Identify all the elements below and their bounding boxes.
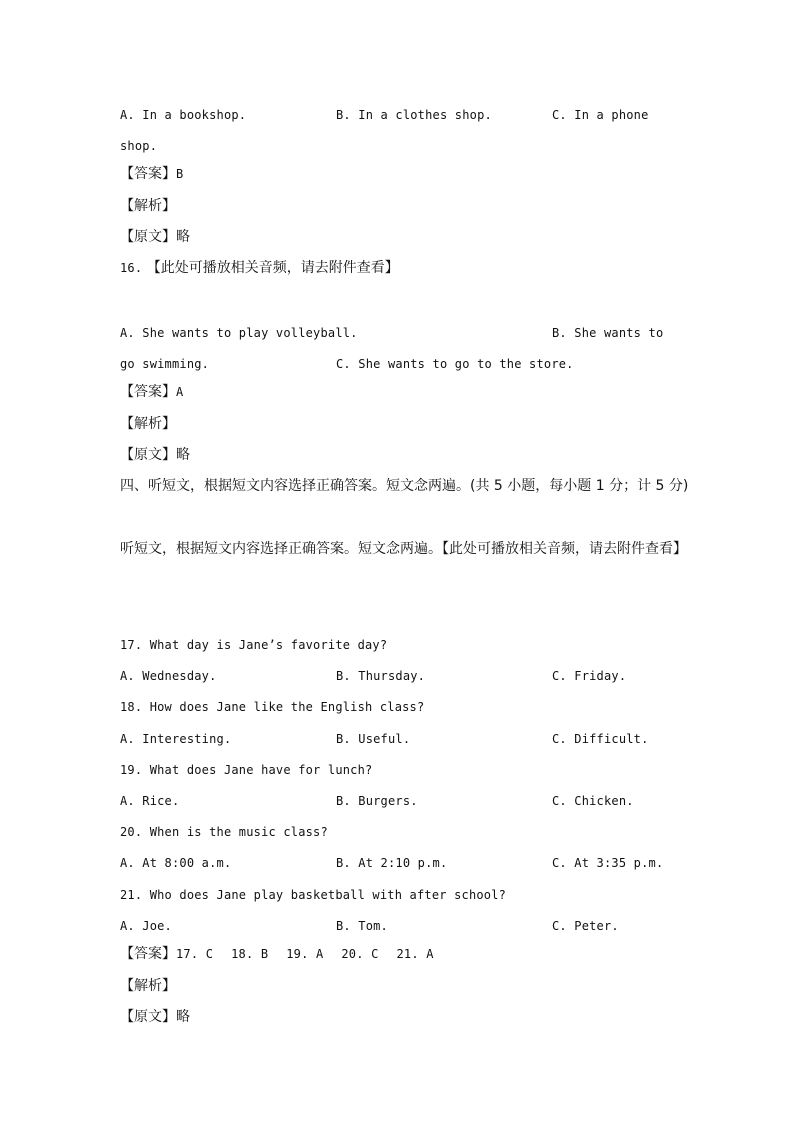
original-value: 略	[176, 1009, 190, 1025]
q15-option-c-wrap: shop.	[120, 139, 158, 153]
q21-option-c: C. Peter.	[552, 919, 619, 933]
q17-option-a: A. Wednesday.	[120, 669, 217, 683]
original-label: 【原文】	[120, 447, 176, 463]
answer-value: A	[176, 385, 184, 399]
q18-option-b: B. Useful.	[336, 732, 411, 746]
q21-question: 21. Who does Jane play basketball with after school?	[120, 888, 507, 902]
q15-option-a: A. In a bookshop.	[120, 108, 247, 122]
q15-option-b: B. In a clothes shop.	[336, 108, 492, 122]
section4-analysis: 【解析】	[120, 978, 176, 994]
q18-question: 18. How does Jane like the English class?	[120, 700, 425, 714]
answer-label: 【答案】	[120, 384, 176, 400]
answer-item: 20. C	[341, 947, 379, 961]
q17-option-c: C. Friday.	[552, 669, 627, 683]
q17-option-b: B. Thursday.	[336, 669, 426, 683]
answer-label: 【答案】	[120, 166, 176, 182]
answer-item: 19. A	[286, 947, 324, 961]
q21-option-b: B. Tom.	[336, 919, 388, 933]
q16-prompt	[120, 260, 399, 276]
q19-option-b: B. Burgers.	[336, 794, 418, 808]
q15-option-c: C. In a phone	[552, 108, 649, 122]
q19-option-a: A. Rice.	[120, 794, 180, 808]
answer-item: 18. B	[231, 947, 269, 961]
q16-option-b-wrap: go swimming.	[120, 357, 210, 371]
q15-analysis: 【解析】	[120, 198, 176, 214]
q18-option-a: A. Interesting.	[120, 732, 232, 746]
answer-value: B	[176, 167, 184, 181]
original-value: 略	[176, 447, 190, 463]
q16-option-c: C. She wants to go to the store.	[336, 357, 574, 371]
q17-question: 17. What day is Jane’s favorite day?	[120, 638, 388, 652]
q20-option-a: A. At 8:00 a.m.	[120, 856, 232, 870]
original-value: 略	[176, 229, 190, 245]
q21-option-a: A. Joe.	[120, 919, 172, 933]
q19-option-c: C. Chicken.	[552, 794, 634, 808]
q16-original	[120, 447, 190, 463]
audio-prompt: 【此处可播放相关音频，请去附件查看】	[146, 260, 399, 276]
q15-original	[120, 229, 190, 245]
q15-answer	[120, 166, 183, 182]
answer-label: 【答案】	[120, 946, 176, 962]
q20-question: 20. When is the music class?	[120, 825, 328, 839]
question-number: 16.	[120, 261, 143, 275]
answer-item: 21. A	[396, 947, 434, 961]
q18-option-c: C. Difficult.	[552, 732, 649, 746]
section4-original	[120, 1009, 190, 1025]
section4-answer	[120, 946, 434, 962]
original-label: 【原文】	[120, 1009, 176, 1025]
q16-analysis: 【解析】	[120, 416, 176, 432]
q16-option-b: B. She wants to	[552, 326, 664, 340]
q16-option-a: A. She wants to play volleyball.	[120, 326, 358, 340]
original-label: 【原文】	[120, 229, 176, 245]
q20-option-c: C. At 3:35 p.m.	[552, 856, 664, 870]
answer-item: 17. C	[176, 947, 214, 961]
q20-option-b: B. At 2:10 p.m.	[336, 856, 448, 870]
section4-heading: 四、听短文，根据短文内容选择正确答案。短文念两遍。(共 5 小题，每小题 1 分；计 5 分)	[120, 478, 689, 494]
q16-answer	[120, 384, 183, 400]
q19-question: 19. What does Jane have for lunch?	[120, 763, 373, 777]
section4-instruction: 听短文，根据短文内容选择正确答案。短文念两遍。【此处可播放相关音频，请去附件查看】	[120, 541, 687, 557]
